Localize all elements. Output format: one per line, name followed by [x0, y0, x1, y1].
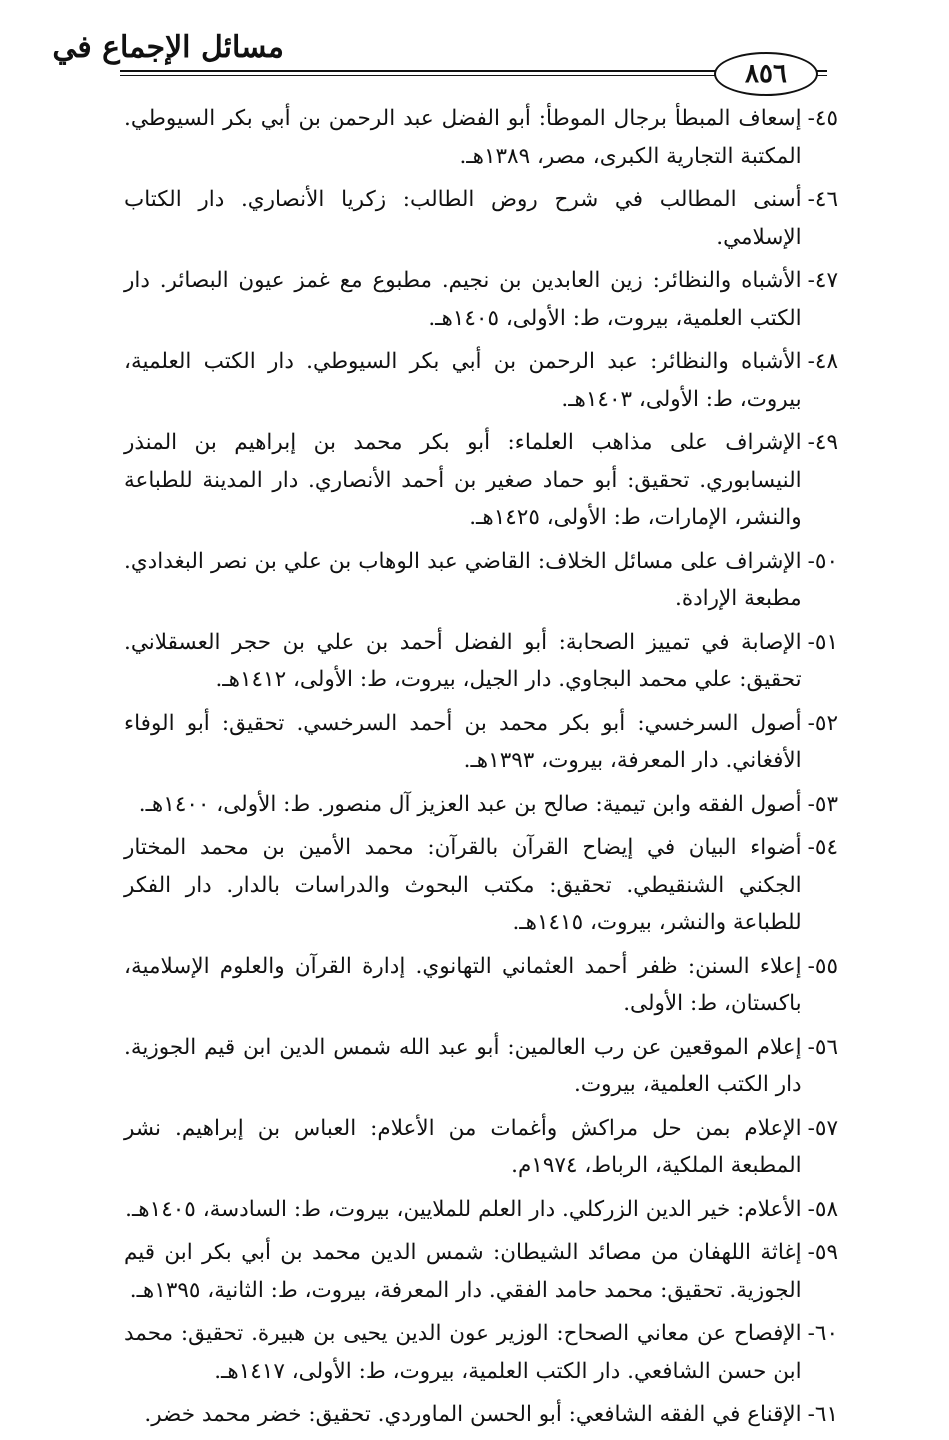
entry-number: ٥٧- [807, 1115, 838, 1141]
entry-number: ٥٨- [807, 1196, 838, 1222]
entry-number: ٥١- [807, 629, 838, 655]
entry-number: ٥٦- [807, 1034, 838, 1060]
entry-number: ٤٥- [807, 106, 838, 131]
running-title: مسائل الإجماع في [52, 30, 284, 65]
entry-text: إغاثة اللهفان من مصائد الشيطان: شمس الدين محمد بن أبي بكر ابن قيم الجوزية. تحقيق: محمد حامد الفقي. دار المعرفة، بيروت، ط: الثانية، ١٣٩٥هـ. [124, 1240, 802, 1303]
entry-text: الأعلام: خير الدين الزركلي. دار العلم للملايين، بيروت، ط: السادسة، ١٤٠٥هـ. [125, 1196, 802, 1222]
bibliography-entry [124, 1234, 838, 1309]
entry-number: ٤٩- [807, 430, 838, 455]
entry-text: الإعلام بمن حل مراكش وأغمات من الأعلام: العباس بن إبراهيم. نشر المطبعة الملكية، الرباط، ١٩٧٤م. [124, 1115, 802, 1178]
entry-number: ٦١- [807, 1402, 838, 1427]
bibliography-entry [124, 1396, 838, 1434]
entry-text: الإصابة في تمييز الصحابة: أبو الفضل أحمد بن علي بن حجر العسقلاني. تحقيق: علي محمد البجاوي. دار الجيل، بيروت، ط: الأولى، ١٤١٢هـ. [124, 629, 802, 692]
bibliography-entry [124, 705, 838, 780]
entry-text: الإفصاح عن معاني الصحاح: الوزير عون الدين يحيى بن هبيرة. تحقيق: محمد ابن حسن الشافعي. دار الكتب العلمية، بيروت، ط: الأولى، ١٤١٧هـ. [124, 1321, 802, 1384]
entry-text: أصول السرخسي: أبو بكر محمد بن أحمد السرخسي. تحقيق: أبو الوفاء الأفغاني. دار المعرفة، بيروت، ١٣٩٣هـ. [124, 710, 802, 773]
bibliography-entry [124, 1029, 838, 1104]
entry-number: ٦٠- [807, 1321, 838, 1346]
page-header [0, 22, 949, 92]
bibliography-entry [124, 1315, 838, 1390]
bibliography-entry [124, 424, 838, 537]
entry-text: الأشباه والنظائر: عبد الرحمن بن أبي بكر السيوطي. دار الكتب العلمية، بيروت، ط: الأولى، ١٤٠٣هـ. [124, 349, 802, 412]
entry-text: إسعاف المبطأ برجال الموطأ: أبو الفضل عبد الرحمن بن أبي بكر السيوطي. المكتبة التجارية الكبرى، مصر، ١٣٨٩هـ. [124, 106, 802, 169]
entry-number: ٥٥- [807, 953, 838, 979]
entry-number: ٥٩- [807, 1240, 838, 1265]
bibliography-entry [124, 100, 838, 175]
entry-number: ٥٣- [807, 791, 838, 817]
bibliography-entry [124, 343, 838, 418]
entry-text: أضواء البيان في إيضاح القرآن بالقرآن: محمد الأمين بن محمد المختار الجكني الشنقيطي. تحقيق: مكتب البحوث والدراسات بالدار. دار الفكر للطباعة والنشر، بيروت، ١٤١٥هـ. [124, 835, 802, 935]
entry-number: ٥٤- [807, 835, 838, 860]
bibliography-entry [124, 624, 838, 699]
bibliography-entry [124, 543, 838, 618]
entry-text: الأشباه والنظائر: زين العابدين بن نجيم. مطبوع مع غمز عيون البصائر. دار الكتب العلمية، بيروت، ط: الأولى، ١٤٠٥هـ. [124, 268, 802, 331]
page-number: ٨٥٦ [714, 52, 818, 96]
entry-text: الإشراف على مذاهب العلماء: أبو بكر محمد بن إبراهيم بن المنذر النيسابوري. تحقيق: أبو حماد صغير بن أحمد الأنصاري. دار المدينة للطباعة والنشر، الإمارات، ط: الأولى، ١٤٢٥هـ. [124, 430, 802, 530]
entry-text: أسنى المطالب في شرح روض الطالب: زكريا الأنصاري. دار الكتاب الإسلامي. [124, 187, 802, 250]
bibliography-entry [124, 829, 838, 942]
entry-text: إعلاء السنن: ظفر أحمد العثماني التهانوي. إدارة القرآن والعلوم الإسلامية، باكستان، ط: الأولى. [124, 953, 802, 1016]
bibliography-entry [124, 786, 838, 824]
entry-number: ٤٨- [807, 349, 838, 374]
entry-text: الإشراف على مسائل الخلاف: القاضي عبد الوهاب بن علي بن نصر البغدادي. مطبعة الإرادة. [124, 548, 802, 611]
entry-number: ٤٦- [807, 187, 838, 212]
entry-text: إعلام الموقعين عن رب العالمين: أبو عبد الله شمس الدين ابن قيم الجوزية. دار الكتب العلمية، بيروت. [124, 1034, 802, 1097]
bibliography-entry [124, 1110, 838, 1185]
bibliography-entry [124, 1191, 838, 1229]
entry-text: أصول الفقه وابن تيمية: صالح بن عبد العزيز آل منصور. ط: الأولى، ١٤٠٠هـ. [138, 791, 802, 817]
bibliography-list [124, 100, 838, 1440]
bibliography-entry [124, 181, 838, 256]
entry-number: ٥٢- [807, 710, 838, 736]
entry-number: ٥٠- [807, 548, 838, 574]
entry-text: الإقناع في الفقه الشافعي: أبو الحسن الماوردي. تحقيق: خضر محمد خضر. [144, 1402, 802, 1427]
bibliography-entry [124, 262, 838, 337]
entry-number: ٤٧- [807, 268, 838, 293]
bibliography-entry [124, 948, 838, 1023]
